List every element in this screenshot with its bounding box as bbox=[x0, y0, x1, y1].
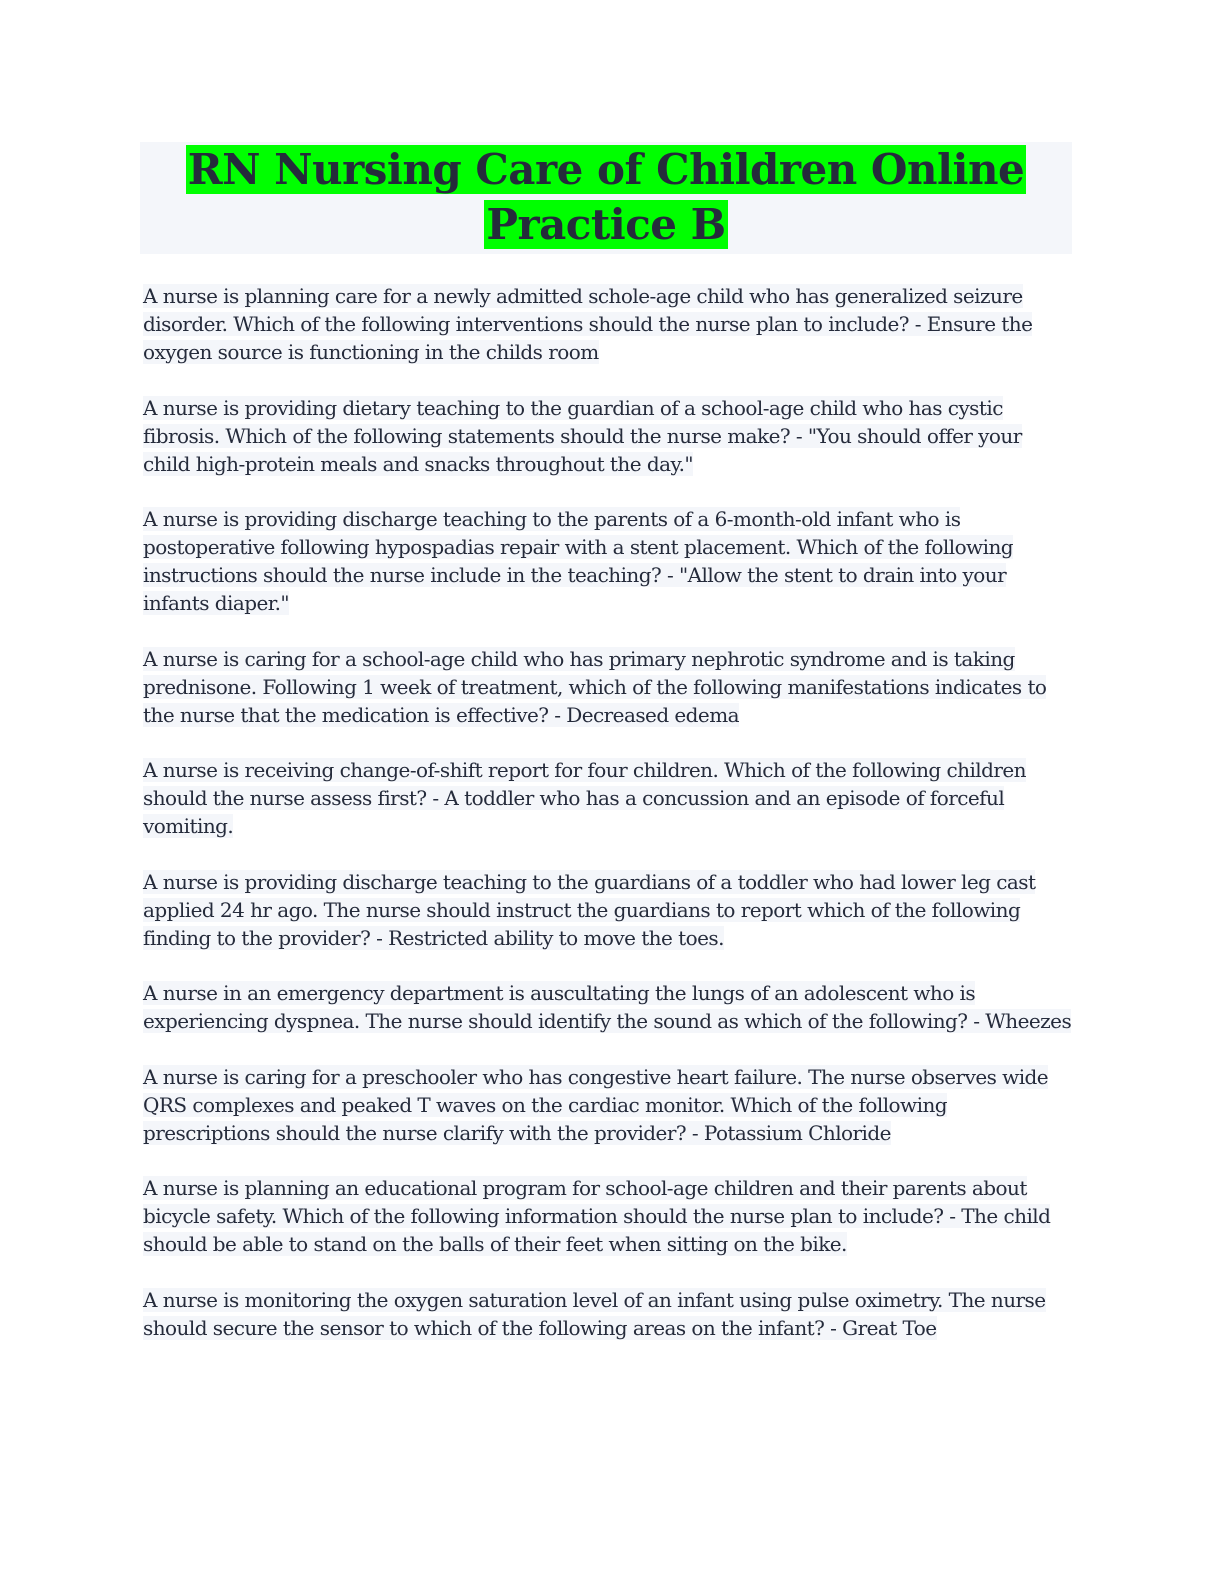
question-item-3: A nurse is providing discharge teaching to the parents of a 6-month-old infant who is postoperative following hypospadias repair with a stent placement. Which of the following instructions should the nurse include in the teaching? - "Allow the stent to drain into your infants diaper." bbox=[143, 507, 1014, 615]
question-item-7: A nurse in an emergency department is auscultating the lungs of an adolescent who is experiencing dyspnea. The nurse should identify the sound as which of the following? - Wheezes bbox=[143, 981, 1072, 1033]
question-item-5: A nurse is receiving change-of-shift report for four children. Which of the following children should the nurse assess first? - A toddler who has a concussion and an episode of forceful vomiting. bbox=[143, 758, 1027, 838]
question-list bbox=[143, 282, 1073, 1369]
question-item-10: A nurse is monitoring the oxygen saturation level of an infant using pulse oximetry. The nurse should secure the sensor to which of the following areas on the infant? - Great Toe bbox=[143, 1287, 1046, 1340]
question-item-6: A nurse is providing discharge teaching to the guardians of a toddler who had lower leg cast applied 24 hr ago. The nurse should instruct the guardians to report which of the following finding to the provider? - Restricted ability to move the toes. bbox=[143, 869, 1036, 950]
question-item-9: A nurse is planning an educational program for school-age children and their parents about bicycle safety. Which of the following information should the nurse plan to include? - The child should be able to stand on the balls of their feet when sitting on the bike. bbox=[143, 1176, 1051, 1256]
question-item-8: A nurse is caring for a preschooler who has congestive heart failure. The nurse observes wide QRS complexes and peaked T waves on the cardiac monitor. Which of the following prescriptions should the nurse clarify with the provider? - Potassium Chloride bbox=[143, 1064, 1049, 1145]
title-block bbox=[140, 142, 1072, 254]
question-item-2: A nurse is providing dietary teaching to the guardian of a school-age child who has cystic fibrosis. Which of the following statements should the nurse make? - "You should offer your child high-protein meals and snacks throughout the day." bbox=[143, 395, 1022, 476]
question-item-4: A nurse is caring for a school-age child who has primary nephrotic syndrome and is taking prednisone. Following 1 week of treatment, which of the following manifestations indicates to the nurse that the medication is effective? - Decreased edema bbox=[143, 646, 1047, 727]
page-title: RN Nursing Care of Children Online Practice B bbox=[187, 145, 1025, 249]
question-item-1: A nurse is planning care for a newly admitted schole-age child who has generalized seizure disorder. Which of the following interventions should the nurse plan to include? - Ensure the oxygen source is functioning in the childs room bbox=[143, 284, 1033, 364]
